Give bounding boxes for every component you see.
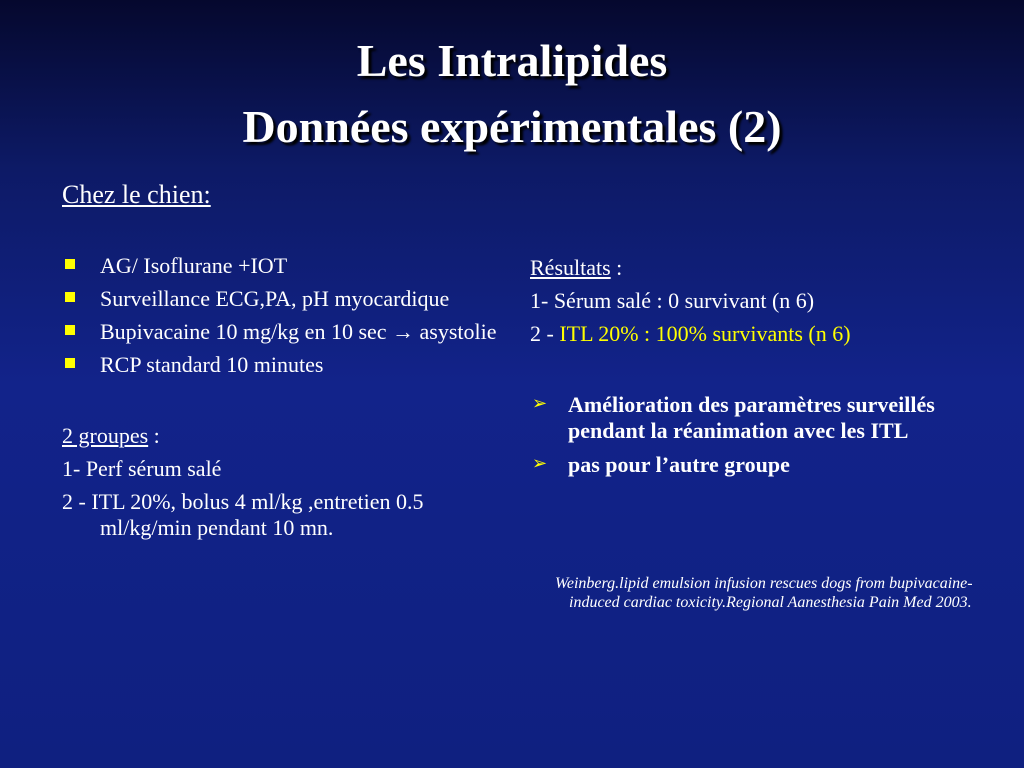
result-2-prefix: 2 - (530, 321, 560, 346)
point-text: Amélioration des paramètres surveillés pendant la réanimation avec les ITL (568, 392, 935, 443)
list-item (62, 352, 512, 378)
groups-section (62, 423, 512, 541)
groups-label: 2 groupes (62, 423, 149, 448)
list-item (62, 319, 512, 345)
bullet-text: AG/ Isoflurane +IOT (100, 253, 288, 278)
results-label: Résultats (530, 255, 611, 280)
square-bullet-icon (65, 259, 75, 269)
list-item (530, 392, 1000, 444)
list-item (62, 286, 512, 312)
result-2 (530, 321, 1000, 347)
square-bullet-icon (65, 292, 75, 302)
title-line-1: Les Intralipides (356, 35, 668, 86)
slide-title (0, 28, 1024, 160)
groups-heading (62, 423, 512, 449)
chevron-right-icon: ➢ (532, 393, 548, 414)
left-column (62, 182, 512, 548)
list-item (530, 452, 1000, 478)
title-line-2: Données expérimentales (2) (242, 101, 782, 152)
result-1-number: 1 (530, 288, 541, 313)
square-bullet-icon (65, 325, 75, 335)
chevron-right-icon: ➢ (532, 453, 548, 474)
conclusion-list (530, 392, 1000, 478)
result-1 (530, 288, 1000, 314)
section-heading: Chez le chien: (62, 180, 211, 209)
right-column (530, 255, 1000, 486)
groups-suffix: : (148, 423, 160, 448)
square-bullet-icon (65, 358, 75, 368)
protocol-list (62, 253, 512, 378)
bullet-text: Bupivacaine 10 mg/kg en 10 sec → asystolie (100, 319, 497, 344)
bullet-text: RCP standard 10 minutes (100, 352, 324, 377)
result-1-text: - Sérum salé : 0 survivant (n 6) (541, 288, 815, 313)
group-1: 1- Perf sérum salé (62, 456, 222, 481)
bullet-text: Surveillance ECG,PA, pH myocardique (100, 286, 450, 311)
results-suffix: : (610, 255, 623, 280)
list-item (62, 253, 512, 279)
reference-citation: Weinberg.lipid emulsion infusion rescues dogs from bupivacaine-induced cardiac toxicity.Regional Aanesthesia Pain Med 2003. (555, 575, 973, 611)
result-2-text: ITL 20% : 100% survivants (n 6) (559, 321, 851, 346)
results-heading (530, 255, 1000, 281)
group-2: 2 - ITL 20%, bolus 4 ml/kg ,entretien 0.5 ml/kg/min pendant 10 mn. (62, 489, 424, 540)
point-text: pas pour l’autre groupe (568, 452, 790, 477)
